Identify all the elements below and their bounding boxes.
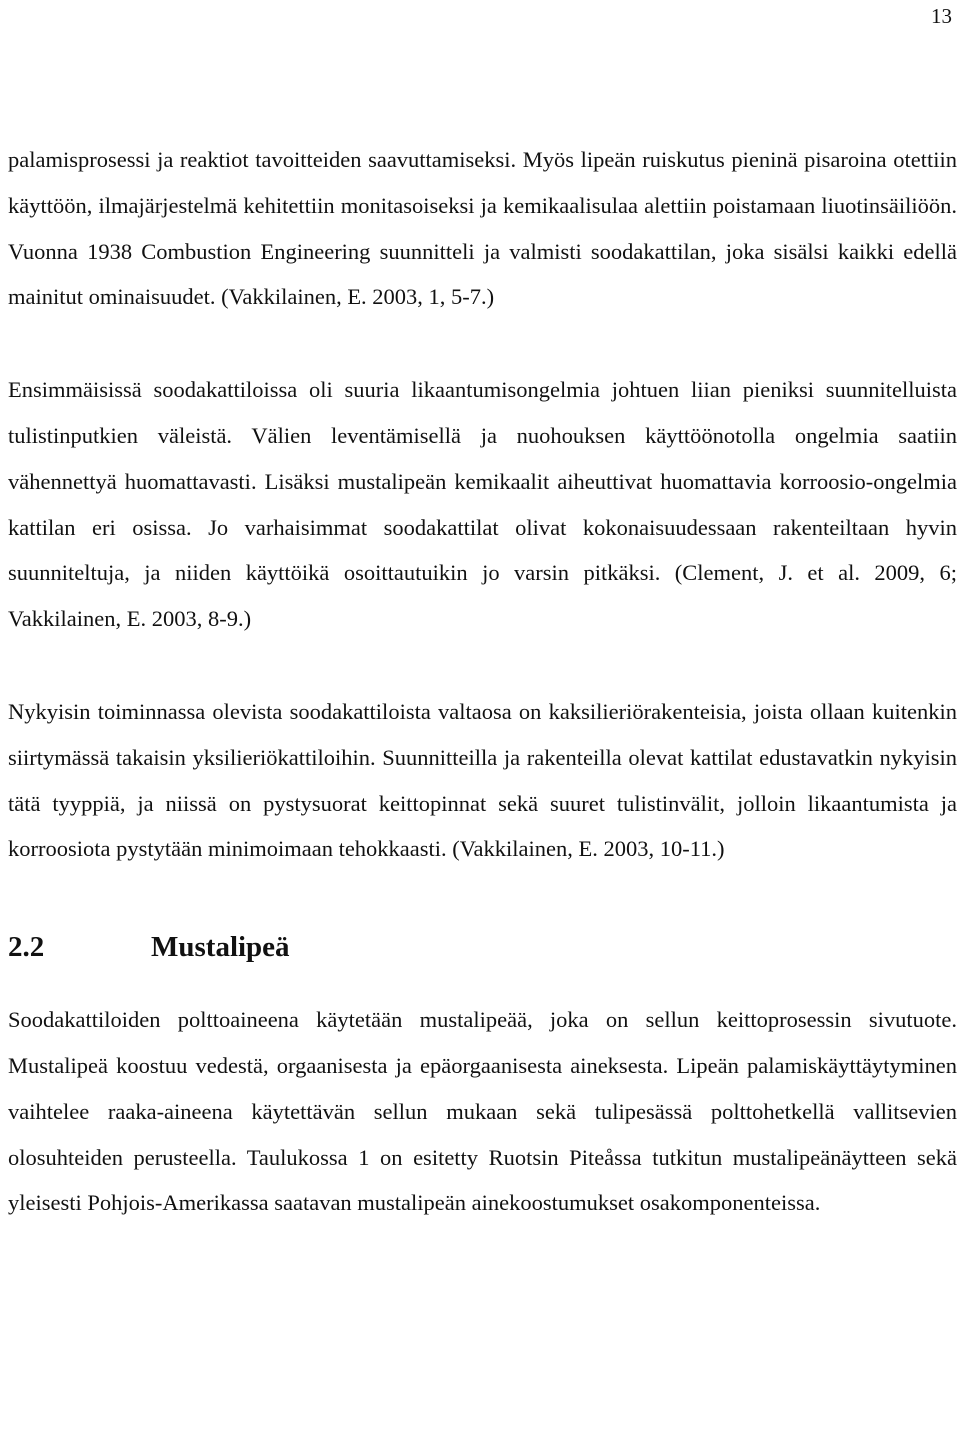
section-title: Mustalipeä	[151, 931, 290, 964]
paragraph-2: Ensimmäisissä soodakattiloissa oli suuria likaantumisongelmia johtuen liian pieniksi suunnitelluista tulistinputkien väleistä. Välien leventämisellä ja nuohouksen käyttöönotolla ongelmia saatiin vähennettyä huomattavasti. Lisäksi mustalipeän kemikaalit aiheuttivat huomattavia korroosio-ongelmia kattilan eri osissa. Jo varhaisimmat soodakattilat olivat kokonaisuudessaan rakenteiltaan hyvin suunniteltuja, ja niiden käyttöikä osoittautuikin jo varsin pitkäksi. (Clement, J. et al. 2009, 6; Vakkilainen, E. 2003, 8-9.)	[8, 377, 957, 632]
section-paragraph: Soodakattiloiden polttoaineena käytetään mustalipeää, joka on sellun keittoprosessin sivutuote. Mustalipeä koostuu vedestä, orgaanisesta ja epäorgaanisesta aineksesta. Lipeän palamiskäyttäytyminen vaihtelee raaka-aineena käytettävän sellun mukaan sekä tulipesässä polttohetkellä vallitsevien olosuhteiden perusteella. Taulukossa 1 on esitetty Ruotsin Piteåssa tutkitun mustalipeänäytteen sekä yleisesti Pohjois-Amerikassa saatavan mustalipeän ainekoostumukset osakomponenteissa.	[8, 1007, 957, 1216]
section-heading	[8, 927, 957, 967]
section-number: 2.2	[8, 931, 45, 964]
paragraph-3: Nykyisin toiminnassa olevista soodakattiloista valtaosa on kaksilieriörakenteisia, joista ollaan kuitenkin siirtymässä takaisin yksilieriökattiloihin. Suunnitteilla ja rakenteilla olevat kattilat edustavatkin nykyisin tätä tyyppiä, ja niissä on pystysuorat keittopinnat sekä suuret tulistinvälit, jolloin likaantumista ja korroosiota pystytään minimoimaan tehokkaasti. (Vakkilainen, E. 2003, 10-11.)	[8, 698, 957, 862]
paragraph-1: palamisprosessi ja reaktiot tavoitteiden saavuttamiseksi. Myös lipeän ruiskutus pieninä pisaroina otettiin käyttöön, ilmajärjestelmä kehitettiin monitasoiseksi ja kemikaalisulaa alettiin poistamaan liuotinsäiliöön. Vuonna 1938 Combustion Engineering suunnitteli ja valmisti soodakattilan, joka sisälsi kaikki edellä mainitut ominaisuudet. (Vakkilainen, E. 2003, 1, 5-7.)	[8, 147, 957, 310]
document-body	[8, 137, 957, 1226]
page-number: 13	[931, 4, 952, 28]
